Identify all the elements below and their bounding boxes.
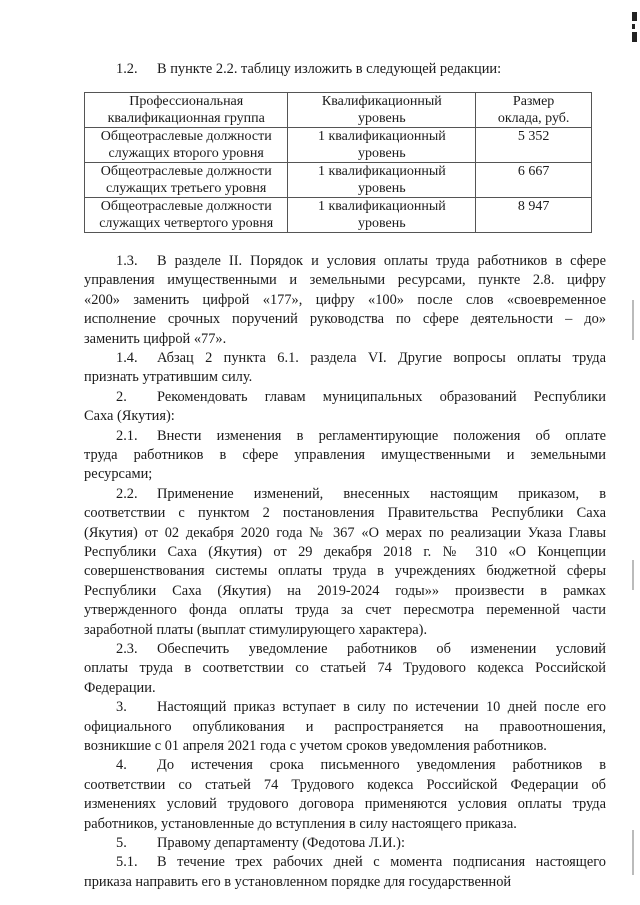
paragraph-line: В разделе II. Порядок и условия оплаты труда работников в сфере <box>157 253 606 269</box>
paragraph-line: утвержденного фонда оплаты труда за счет пересмотра переменной части <box>84 602 606 619</box>
cell-group: Общеотраслевые должности служащих четвертого уровня <box>85 198 288 233</box>
clause-number: 2.1. <box>116 427 138 444</box>
paragraph-line: Обеспечить уведомление работников об изменении условий <box>157 641 606 657</box>
scan-edge-shadow <box>632 300 634 340</box>
paragraph-line: ресурсами; <box>84 466 153 483</box>
paragraph-line: Внести изменения в регламентирующие положения об оплате <box>157 427 606 444</box>
cell-level: 1 квалификационный уровень <box>288 128 476 163</box>
paragraph-line: соответствии со статьей 74 Трудового кодекса Российской Федерации об <box>84 776 606 793</box>
paragraph-line: Настоящий приказ вступает в силу по истечении 10 дней после его <box>157 699 606 716</box>
paragraph-line: возникшие с 01 апреля 2021 года с учетом сроков уведомления работников. <box>84 738 547 754</box>
paragraph-line: приказа направить его в установленном порядке для государственной <box>84 873 512 890</box>
cell-group: Общеотраслевые должности служащих второго уровня <box>85 128 288 163</box>
paragraph-line: труда работников в сфере управления имущественными и земельными <box>84 447 606 463</box>
cell-salary: 6 667 <box>476 163 592 198</box>
paragraph-line: (Якутия) от 02 декабря 2020 года № 367 «О мерах по реализации Указа Главы <box>84 524 606 541</box>
clause-number: 3. <box>116 699 127 716</box>
header-salary: Размер оклада, руб. <box>476 93 592 128</box>
paragraph-line: Применение изменений, внесенных настоящим приказом, в <box>157 485 606 502</box>
clause-number: 2.2. <box>116 485 138 502</box>
cell-level: 1 квалификационный уровень <box>288 198 476 233</box>
paragraph-line: заработной платы (выплат стимулирующего характера). <box>84 621 428 638</box>
table-row <box>85 163 592 198</box>
paragraph-line: «200» заменить цифрой «177», цифру «100» после слов «своевременное <box>84 291 606 308</box>
paragraph-line: В течение трех рабочих дней с момента подписания настоящего <box>157 854 606 871</box>
paragraph-line: Рекомендовать главам муниципальных образований Республики <box>157 388 606 405</box>
cell-level: 1 квалификационный уровень <box>288 163 476 198</box>
clause-number: 4. <box>116 757 127 774</box>
clause-number: 1.2. <box>116 61 138 77</box>
paragraph-line: Правому департаменту (Федотова Л.И.): <box>157 835 405 851</box>
paragraph-line: Абзац 2 пункта 6.1. раздела VI. Другие вопросы оплаты труда <box>157 350 606 366</box>
paragraph-line: управления имущественными и земельными ресурсами, пункте 2.8. цифру <box>84 272 606 289</box>
table-row <box>85 198 592 233</box>
clause-number: 2. <box>116 388 127 405</box>
paragraph-line: оплаты труда в соответствии со статьей 74 Трудового кодекса Российской <box>84 660 606 677</box>
intro-text: В пункте 2.2. таблицу изложить в следующей редакции: <box>157 61 502 77</box>
clause-number: 5. <box>116 835 127 851</box>
header-group: Профессиональная квалификационная группа <box>85 93 288 128</box>
paragraph-line: исполнение срочных поручений руководства по сфере деятельности – до» <box>84 311 606 328</box>
clause-number: 1.4. <box>116 350 138 366</box>
scan-edge-mark <box>632 12 637 50</box>
scan-edge-shadow <box>632 560 634 590</box>
paragraph-line: До истечения срока письменного уведомления работников в <box>157 757 606 774</box>
table-row <box>85 128 592 163</box>
paragraph-line: изменениях условий трудового договора применяются условия оплаты труда <box>84 796 606 813</box>
header-level: Квалификационный уровень <box>288 93 476 128</box>
paragraph-line: работников, установленные до вступления в силу настоящего приказа. <box>84 815 517 832</box>
paragraph-line: заменить цифрой «77». <box>84 330 227 347</box>
paragraph-line: Республики Саха (Якутия) на 2019-2024 годы»» произвести в рамках <box>84 582 606 599</box>
paragraph-line: соответствии с пунктом 2 постановления Правительства Республики Саха <box>84 505 606 522</box>
cell-group: Общеотраслевые должности служащих третьего уровня <box>85 163 288 198</box>
paragraph-line: Федерации. <box>84 679 156 696</box>
scan-edge-shadow <box>632 830 634 875</box>
paragraph-line: Саха (Якутия): <box>84 408 175 425</box>
clause-number: 5.1. <box>116 854 138 871</box>
salary-table <box>84 92 592 233</box>
paragraph-line: официального опубликования и распространяется на правоотношения, <box>84 718 606 735</box>
cell-salary: 5 352 <box>476 128 592 163</box>
paragraph-line: Республики Саха (Якутия) от 29 декабря 2018 г. № 310 «О Концепции <box>84 544 606 560</box>
table-header-row <box>85 93 592 128</box>
clause-number: 2.3. <box>116 641 138 657</box>
clause-number: 1.3. <box>116 253 138 269</box>
cell-salary: 8 947 <box>476 198 592 233</box>
paragraph-line: признать утратившим силу. <box>84 369 253 386</box>
paragraph-line: совершенствования системы оплаты труда в учреждениях бюджетной сферы <box>84 563 606 580</box>
